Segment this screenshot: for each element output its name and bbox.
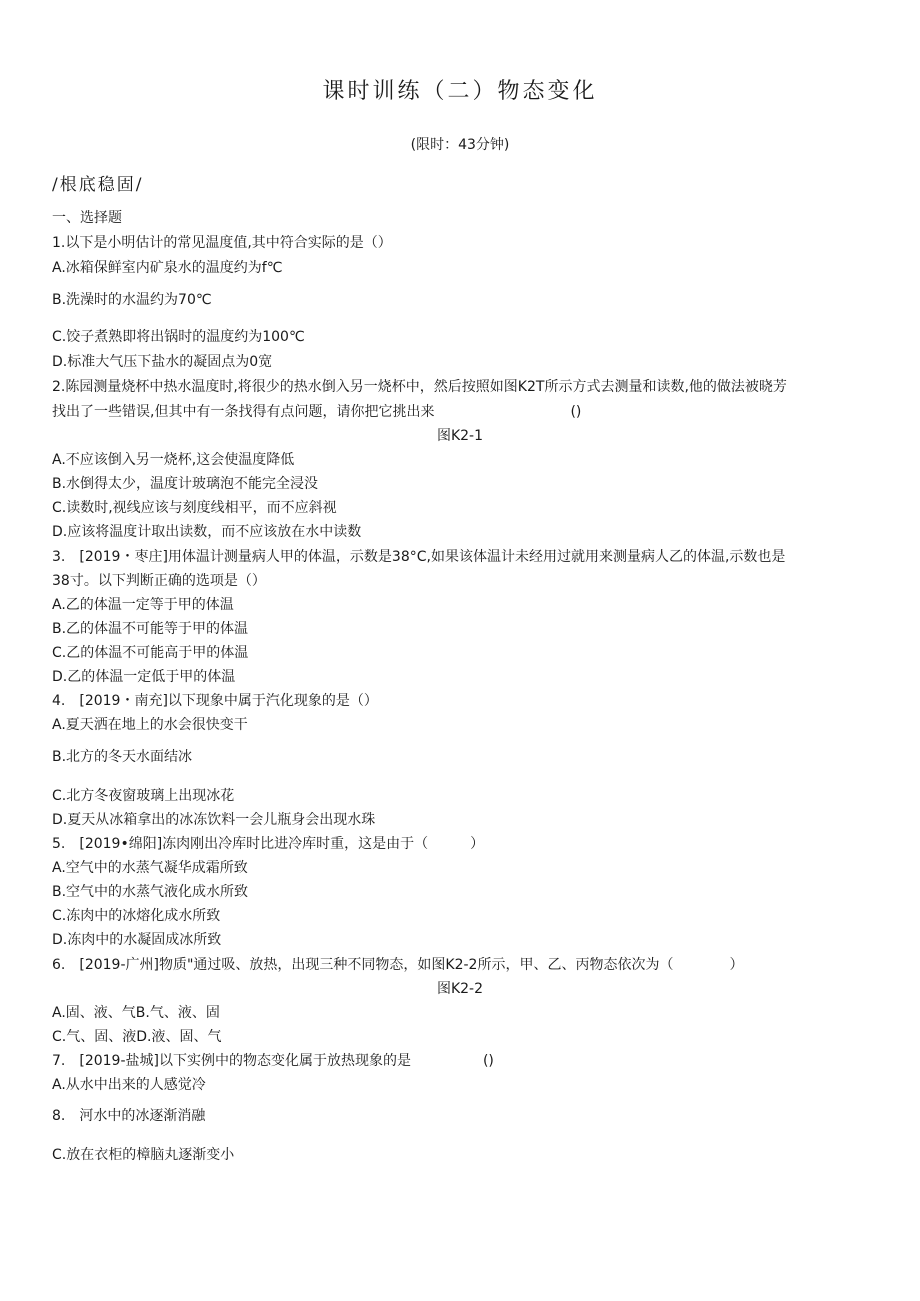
q4-option-b: B.北方的冬天水面结冰 — [52, 749, 193, 765]
q4-option-c: C.北方冬夜窗玻璃上出现冰花 — [52, 788, 235, 804]
q5-option-b: B.空气中的水蒸气液化成水所致 — [52, 884, 249, 900]
q1-option-b: B.洗澡时的水温约为70℃ — [52, 292, 212, 308]
q2-option-b: B.水倒得太少，温度计玻璃泡不能完全浸没 — [52, 476, 319, 492]
q2-option-a: A.不应该倒入另一烧杯,这会使温度降低 — [52, 452, 295, 468]
q6-options-ab: A.固、液、气B.气、液、固 — [52, 1005, 220, 1021]
q1-stem: 1.以下是小明估计的常见温度值,其中符合实际的是（） — [52, 235, 392, 251]
q7-option-a: A.从水中出来的人感觉冷 — [52, 1077, 206, 1093]
q3-option-c: C.乙的体温不可能高于甲的体温 — [52, 645, 249, 661]
time-limit: (限时：43分钟) — [410, 137, 510, 153]
q3-option-a: A.乙的体温一定等于甲的体温 — [52, 597, 234, 613]
figure-caption-k2-2: 图K2-2 — [436, 981, 484, 997]
q2-stem-line2-text: 找出了一些错误,但其中有一条找得有点问题，请你把它挑出来 — [52, 404, 435, 420]
q4-stem: 4. [2019・南充]以下现象中属于汽化现象的是（） — [52, 693, 378, 709]
q7-stem-text: 7. [2019-盐城]以下实例中的物态变化属于放热现象的是 — [52, 1053, 411, 1069]
answer-paren: () — [570, 404, 582, 420]
q6-options-cd: C.气、固、液D.液、固、气 — [52, 1029, 222, 1045]
figure-caption-k2-1: 图K2-1 — [436, 428, 484, 444]
q2-option-c: C.读数时,视线应该与刻度线相平，而不应斜视 — [52, 500, 337, 516]
q1-option-a: A.冰箱保鲜室内矿泉水的温度约为f℃ — [52, 260, 283, 276]
q5-option-d: D.冻肉中的水凝固成冰所致 — [52, 932, 222, 948]
section-tag: /根底稳固/ — [52, 175, 144, 195]
page-title: 课时训练（二）物态变化 — [322, 79, 598, 104]
q3-stem-line1: 3. [2019・枣庄]用体温计测量病人甲的体温，示数是38°C,如果该体温计未经用过就用来测量病人乙的体温,示数也是 — [52, 549, 786, 565]
q2-option-d: D.应该将温度计取出读数，而不应该放在水中读数 — [52, 524, 362, 540]
q7-option-c: C.放在衣柜的樟脑丸逐渐变小 — [52, 1147, 235, 1163]
part-heading: 一、选择题 — [52, 210, 122, 226]
q4-option-a: A.夏天洒在地上的水会很快变干 — [52, 717, 248, 733]
q5-option-c: C.冻肉中的冰熔化成水所致 — [52, 908, 221, 924]
q1-option-d: D.标准大气压下盐水的凝固点为0宽 — [52, 354, 273, 370]
q3-stem-line2: 38寸。以下判断正确的选项是（） — [52, 573, 266, 589]
q7-option-b: 8. 河水中的冰逐渐消融 — [52, 1108, 206, 1124]
q3-option-d: D.乙的体温一定低于甲的体温 — [52, 669, 236, 685]
q1-option-c: C.饺子煮熟即将出锅时的温度约为100℃ — [52, 329, 305, 345]
q2-stem-line1: 2.陈园测量烧杯中热水温度时,将很少的热水倒入另一烧杯中，然后按照如图K2T所示方式去测量和读数,他的做法被晓芳 — [52, 379, 787, 395]
q5-option-a: A.空气中的水蒸气凝华成霜所致 — [52, 860, 248, 876]
q4-option-d: D.夏天从冰箱拿出的冰冻饮料一会儿瓶身会出现水珠 — [52, 812, 376, 828]
q6-stem: 6. [2019-广州]物质"通过吸、放热，出现三种不同物态，如图K2-2所示，甲、乙、丙物态依次为（ ） — [52, 957, 744, 973]
answer-paren: () — [482, 1053, 494, 1069]
q3-option-b: B.乙的体温不可能等于甲的体温 — [52, 621, 249, 637]
q5-stem: 5. [2019•绵阳]冻肉刚出冷库时比进冷库时重，这是由于（ ） — [52, 836, 485, 852]
q7-stem — [52, 1052, 494, 1070]
q2-stem-line2 — [52, 403, 581, 421]
